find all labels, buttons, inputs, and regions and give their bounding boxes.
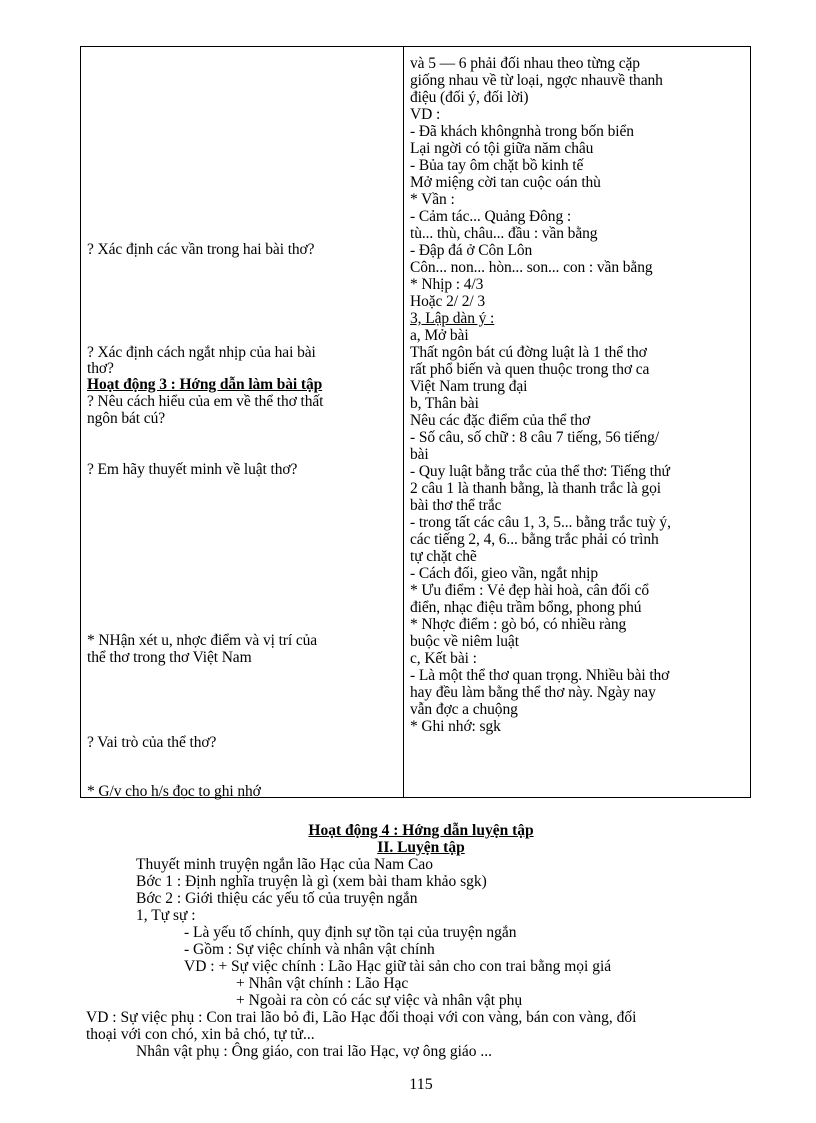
right-column-line: 3, Lập dàn ý :	[410, 310, 495, 327]
right-column-line: * Ghi nhớ: sgk	[410, 718, 501, 735]
right-column-line: c, Kết bài :	[410, 650, 477, 667]
practice-line: VD : Sự việc phụ : Con trai lão bỏ đi, Lão Hạc đối thoại với con vàng, bán con vàng, đối	[86, 1009, 637, 1026]
practice-line: + Ngoài ra còn có các sự việc và nhân vật phụ	[236, 992, 523, 1009]
right-column-line: điển, nhạc điệu trầm bổng, phong phú	[410, 599, 642, 616]
right-column-line: các tiếng 2, 4, 6... bằng trắc phải có trình	[410, 531, 659, 548]
activity-3-heading: Hoạt động 3 : Hớng dẫn làm bài tập	[87, 376, 323, 393]
left-column	[81, 47, 404, 798]
right-column-line: - Đã khách khôngnhà trong bốn biển	[410, 123, 634, 140]
question-rhythm-line2: thơ?	[87, 360, 114, 377]
comment-line2: thể thơ trong thơ Việt Nam	[87, 649, 252, 666]
right-column-line: Việt Nam trung đại	[410, 378, 528, 395]
right-column-line: Côn... non... hòn... son... con : vần bằng	[410, 259, 653, 276]
table-row	[81, 47, 751, 798]
right-column	[404, 47, 751, 798]
question-explain-rules: ? Em hãy thuyết minh về luật thơ?	[87, 461, 298, 478]
practice-line: Thuyết minh truyện ngắn lão Hạc của Nam Cao	[136, 856, 433, 873]
right-column-line: b, Thân bài	[410, 395, 479, 412]
lesson-table	[80, 46, 751, 798]
right-column-line: Mở miệng cời tan cuộc oán thù	[410, 174, 601, 191]
teacher-instruction: * G/v cho h/s đọc to ghi nhớ	[87, 783, 261, 800]
right-column-line: * Vần :	[410, 191, 455, 208]
practice-heading: II. Luyện tập	[377, 839, 465, 856]
practice-line: Bớc 1 : Định nghĩa truyện là gì (xem bài tham khảo sgk)	[136, 873, 487, 890]
practice-line: 1, Tự sự :	[136, 907, 196, 924]
question-understanding-line1: ? Nêu cách hiểu của em về thể thơ thất	[87, 393, 324, 410]
right-column-line: tù... thù, châu... đầu : vần bằng	[410, 225, 598, 242]
right-column-line: - Quy luật bằng trắc của thể thơ: Tiếng thứ	[410, 463, 670, 480]
right-column-line: - Cách đối, gieo vần, ngắt nhịp	[410, 565, 599, 582]
right-column-line: - Số câu, số chữ : 8 câu 7 tiếng, 56 tiếng/	[410, 429, 660, 446]
right-column-line: - Cảm tác... Quảng Đông :	[410, 208, 572, 225]
right-column-line: tự chặt chẽ	[410, 548, 477, 565]
right-column-line: Nêu các đặc điểm của thể thơ	[410, 412, 591, 429]
practice-line: - Là yếu tố chính, quy định sự tồn tại của truyện ngắn	[184, 924, 517, 941]
right-column-line: giống nhau về từ loại, ngợc nhauvề thanh	[410, 72, 663, 89]
right-column-line: và 5 — 6 phải đối nhau theo từng cặp	[410, 55, 640, 72]
right-column-line: - Là một thể thơ quan trọng. Nhiều bài thơ	[410, 667, 670, 684]
right-column-line: bài thơ thể trắc	[410, 497, 502, 514]
right-column-line: VD :	[410, 106, 441, 123]
right-column-line: vẫn đợc a chuộng	[410, 701, 518, 718]
right-column-line: 2 câu 1 là thanh bằng, là thanh trắc là gọi	[410, 480, 661, 497]
right-column-line: * Nhịp : 4/3	[410, 276, 484, 293]
right-column-line: buộc về niêm luật	[410, 633, 519, 650]
right-column-line: * Nhợc điểm : gò bó, có nhiều ràng	[410, 616, 627, 633]
practice-line: + Nhân vật chính : Lão Hạc	[236, 975, 409, 992]
practice-line: - Gồm : Sự việc chính và nhân vật chính	[184, 941, 435, 958]
right-column-line: hay đều làm bằng thể thơ này. Ngày nay	[410, 684, 656, 701]
right-column-line: - Bủa tay ôm chặt bồ kinh tế	[410, 157, 584, 174]
activity-4-heading: Hoạt động 4 : Hớng dẫn luyện tập	[308, 822, 534, 839]
practice-line: Bớc 2 : Giới thiệu các yếu tố của truyện ngắn	[136, 890, 418, 907]
right-column-line: Hoặc 2/ 2/ 3	[410, 293, 485, 310]
right-column-line: điệu (đối ý, đối lời)	[410, 89, 529, 106]
question-rhythm-line1: ? Xác định cách ngắt nhịp của hai bài	[87, 344, 316, 361]
right-column-line: - Đập đá ở Côn Lôn	[410, 242, 533, 259]
question-understanding-line2: ngôn bát cú?	[87, 410, 165, 427]
right-column-line: bài	[410, 446, 429, 463]
question-rhyme: ? Xác định các vần trong hai bài thơ?	[87, 241, 315, 258]
right-column-line: rất phổ biến và quen thuộc trong thơ ca	[410, 361, 650, 378]
practice-line: Nhân vật phụ : Ông giáo, con trai lão Hạc, vợ ông giáo ...	[136, 1043, 493, 1060]
right-column-line: Lại ngời có tội giữa năm châu	[410, 140, 594, 157]
question-role: ? Vai trò của thể thơ?	[87, 734, 217, 751]
right-column-line: * Ưu điểm : Vẻ đẹp hài hoà, cân đối cổ	[410, 582, 650, 599]
right-column-line: a, Mở bài	[410, 327, 469, 344]
practice-line: thoại với con chó, xin bả chó, tự tử...	[86, 1026, 315, 1043]
right-column-line: - trong tất các câu 1, 3, 5... bằng trắc tuỳ ý,	[410, 514, 671, 531]
right-column-line: Thất ngôn bát cú đờng luật là 1 thể thơ	[410, 344, 647, 361]
comment-line1: * NHận xét u, nhợc điểm và vị trí của	[87, 632, 318, 649]
practice-line: VD : + Sự việc chính : Lão Hạc giữ tài sản cho con trai bằng mọi giá	[184, 958, 612, 975]
page-number: 115	[409, 1076, 433, 1093]
